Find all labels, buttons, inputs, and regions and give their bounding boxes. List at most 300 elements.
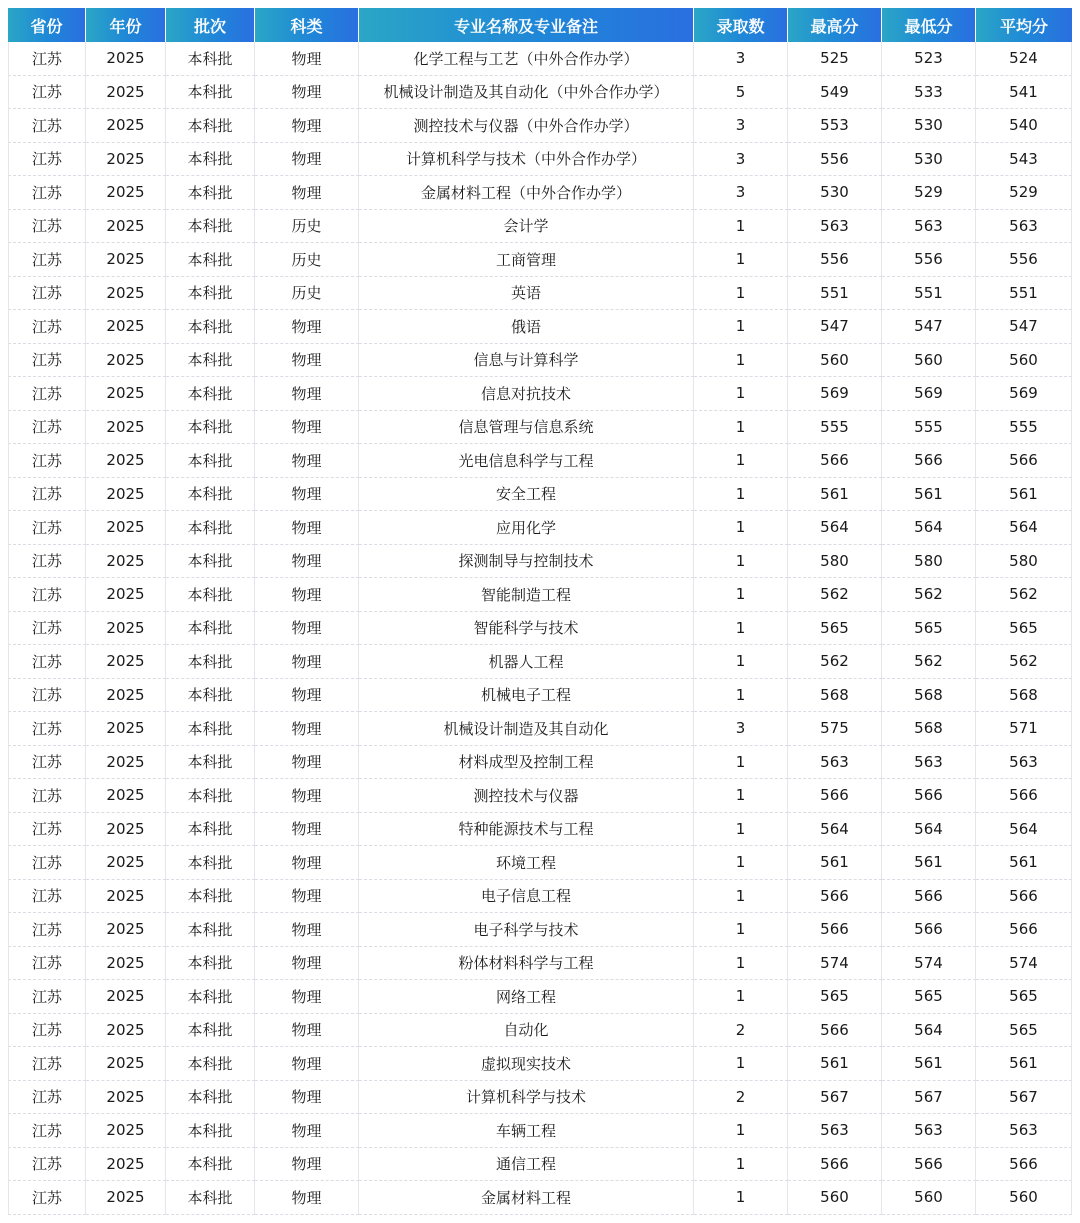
cell-year: 2025 [86, 277, 166, 311]
cell-avg-score: 564 [976, 813, 1072, 847]
cell-avg-score: 566 [976, 444, 1072, 478]
cell-min-score: 567 [882, 1081, 976, 1115]
table-row [8, 210, 1072, 244]
cell-major: 材料成型及控制工程 [359, 746, 694, 780]
cell-year: 2025 [86, 143, 166, 177]
table-row [8, 913, 1072, 947]
cell-max-score: 562 [788, 578, 882, 612]
table-row [8, 679, 1072, 713]
cell-avg-score: 565 [976, 612, 1072, 646]
cell-batch: 本科批 [166, 310, 255, 344]
cell-min-score: 556 [882, 243, 976, 277]
cell-max-score: 580 [788, 545, 882, 579]
cell-province: 江苏 [8, 980, 86, 1014]
table-row [8, 344, 1072, 378]
cell-avg-score: 562 [976, 578, 1072, 612]
cell-avg-score: 524 [976, 42, 1072, 76]
cell-max-score: 566 [788, 913, 882, 947]
table-row [8, 109, 1072, 143]
cell-admitted: 1 [694, 1148, 788, 1182]
cell-min-score: 563 [882, 210, 976, 244]
cell-min-score: 564 [882, 1014, 976, 1048]
cell-min-score: 547 [882, 310, 976, 344]
cell-admitted: 1 [694, 1114, 788, 1148]
cell-avg-score: 580 [976, 545, 1072, 579]
table-row [8, 880, 1072, 914]
cell-province: 江苏 [8, 143, 86, 177]
cell-major: 环境工程 [359, 846, 694, 880]
cell-year: 2025 [86, 846, 166, 880]
cell-subject: 物理 [255, 779, 359, 813]
cell-admitted: 1 [694, 980, 788, 1014]
cell-province: 江苏 [8, 176, 86, 210]
cell-province: 江苏 [8, 42, 86, 76]
cell-min-score: 563 [882, 1114, 976, 1148]
cell-major: 探测制导与控制技术 [359, 545, 694, 579]
cell-province: 江苏 [8, 411, 86, 445]
cell-avg-score: 564 [976, 511, 1072, 545]
header-subject: 科类 [255, 8, 359, 42]
table-row [8, 1148, 1072, 1182]
cell-subject: 物理 [255, 545, 359, 579]
cell-province: 江苏 [8, 243, 86, 277]
cell-admitted: 3 [694, 712, 788, 746]
cell-min-score: 564 [882, 813, 976, 847]
table-header-row [8, 8, 1072, 42]
cell-year: 2025 [86, 76, 166, 110]
cell-subject: 历史 [255, 210, 359, 244]
cell-subject: 物理 [255, 1181, 359, 1215]
cell-max-score: 569 [788, 377, 882, 411]
cell-subject: 物理 [255, 444, 359, 478]
cell-year: 2025 [86, 1114, 166, 1148]
cell-batch: 本科批 [166, 947, 255, 981]
cell-province: 江苏 [8, 612, 86, 646]
cell-max-score: 563 [788, 1114, 882, 1148]
cell-year: 2025 [86, 1148, 166, 1182]
cell-admitted: 1 [694, 277, 788, 311]
cell-avg-score: 551 [976, 277, 1072, 311]
cell-min-score: 533 [882, 76, 976, 110]
cell-batch: 本科批 [166, 109, 255, 143]
cell-batch: 本科批 [166, 143, 255, 177]
cell-avg-score: 562 [976, 645, 1072, 679]
cell-year: 2025 [86, 712, 166, 746]
cell-batch: 本科批 [166, 612, 255, 646]
cell-province: 江苏 [8, 277, 86, 311]
cell-province: 江苏 [8, 813, 86, 847]
cell-subject: 物理 [255, 880, 359, 914]
table-row [8, 578, 1072, 612]
cell-batch: 本科批 [166, 880, 255, 914]
cell-subject: 物理 [255, 679, 359, 713]
cell-batch: 本科批 [166, 243, 255, 277]
cell-subject: 物理 [255, 947, 359, 981]
cell-min-score: 568 [882, 679, 976, 713]
cell-subject: 物理 [255, 511, 359, 545]
cell-max-score: 553 [788, 109, 882, 143]
cell-major: 智能制造工程 [359, 578, 694, 612]
cell-batch: 本科批 [166, 980, 255, 1014]
cell-max-score: 561 [788, 1047, 882, 1081]
cell-major: 车辆工程 [359, 1114, 694, 1148]
cell-batch: 本科批 [166, 277, 255, 311]
cell-admitted: 1 [694, 679, 788, 713]
cell-min-score: 551 [882, 277, 976, 311]
cell-year: 2025 [86, 578, 166, 612]
cell-admitted: 1 [694, 243, 788, 277]
cell-max-score: 562 [788, 645, 882, 679]
cell-max-score: 564 [788, 813, 882, 847]
cell-avg-score: 569 [976, 377, 1072, 411]
cell-province: 江苏 [8, 712, 86, 746]
table-row [8, 478, 1072, 512]
table-row [8, 411, 1072, 445]
table-row [8, 243, 1072, 277]
cell-max-score: 568 [788, 679, 882, 713]
cell-batch: 本科批 [166, 1181, 255, 1215]
cell-year: 2025 [86, 1014, 166, 1048]
cell-major: 测控技术与仪器（中外合作办学） [359, 109, 694, 143]
cell-avg-score: 561 [976, 1047, 1072, 1081]
cell-batch: 本科批 [166, 1114, 255, 1148]
cell-batch: 本科批 [166, 645, 255, 679]
cell-year: 2025 [86, 880, 166, 914]
table-row [8, 176, 1072, 210]
header-max-score: 最高分 [788, 8, 882, 42]
cell-min-score: 530 [882, 143, 976, 177]
cell-admitted: 1 [694, 645, 788, 679]
cell-admitted: 1 [694, 779, 788, 813]
cell-major: 机器人工程 [359, 645, 694, 679]
cell-province: 江苏 [8, 913, 86, 947]
cell-admitted: 3 [694, 176, 788, 210]
cell-subject: 物理 [255, 411, 359, 445]
cell-year: 2025 [86, 913, 166, 947]
cell-subject: 物理 [255, 712, 359, 746]
cell-major: 工商管理 [359, 243, 694, 277]
table-row [8, 76, 1072, 110]
cell-admitted: 2 [694, 1014, 788, 1048]
cell-province: 江苏 [8, 880, 86, 914]
cell-avg-score: 567 [976, 1081, 1072, 1115]
cell-province: 江苏 [8, 1114, 86, 1148]
cell-province: 江苏 [8, 645, 86, 679]
cell-min-score: 560 [882, 1181, 976, 1215]
cell-avg-score: 566 [976, 913, 1072, 947]
cell-subject: 物理 [255, 76, 359, 110]
cell-max-score: 556 [788, 143, 882, 177]
cell-year: 2025 [86, 411, 166, 445]
cell-max-score: 564 [788, 511, 882, 545]
cell-min-score: 566 [882, 913, 976, 947]
cell-province: 江苏 [8, 377, 86, 411]
table-row [8, 645, 1072, 679]
cell-avg-score: 561 [976, 478, 1072, 512]
cell-admitted: 1 [694, 478, 788, 512]
cell-subject: 物理 [255, 813, 359, 847]
cell-year: 2025 [86, 679, 166, 713]
cell-major: 光电信息科学与工程 [359, 444, 694, 478]
cell-major: 信息对抗技术 [359, 377, 694, 411]
cell-province: 江苏 [8, 1047, 86, 1081]
cell-year: 2025 [86, 444, 166, 478]
cell-avg-score: 563 [976, 1114, 1072, 1148]
cell-subject: 物理 [255, 109, 359, 143]
cell-admitted: 2 [694, 1081, 788, 1115]
cell-batch: 本科批 [166, 679, 255, 713]
cell-subject: 物理 [255, 612, 359, 646]
cell-batch: 本科批 [166, 846, 255, 880]
cell-min-score: 569 [882, 377, 976, 411]
cell-subject: 物理 [255, 1014, 359, 1048]
cell-year: 2025 [86, 344, 166, 378]
cell-avg-score: 566 [976, 1148, 1072, 1182]
cell-max-score: 556 [788, 243, 882, 277]
cell-avg-score: 563 [976, 210, 1072, 244]
cell-province: 江苏 [8, 210, 86, 244]
cell-min-score: 555 [882, 411, 976, 445]
cell-admitted: 1 [694, 746, 788, 780]
cell-batch: 本科批 [166, 1081, 255, 1115]
cell-admitted: 1 [694, 578, 788, 612]
cell-admitted: 1 [694, 545, 788, 579]
cell-admitted: 1 [694, 846, 788, 880]
cell-province: 江苏 [8, 545, 86, 579]
header-avg-score: 平均分 [976, 8, 1072, 42]
cell-subject: 物理 [255, 578, 359, 612]
cell-province: 江苏 [8, 1148, 86, 1182]
cell-year: 2025 [86, 210, 166, 244]
cell-admitted: 1 [694, 1181, 788, 1215]
cell-subject: 物理 [255, 310, 359, 344]
cell-admitted: 5 [694, 76, 788, 110]
cell-avg-score: 561 [976, 846, 1072, 880]
cell-province: 江苏 [8, 511, 86, 545]
table-row [8, 444, 1072, 478]
header-year: 年份 [86, 8, 166, 42]
cell-province: 江苏 [8, 1014, 86, 1048]
cell-province: 江苏 [8, 1181, 86, 1215]
cell-subject: 物理 [255, 980, 359, 1014]
cell-max-score: 560 [788, 1181, 882, 1215]
cell-major: 智能科学与技术 [359, 612, 694, 646]
cell-avg-score: 540 [976, 109, 1072, 143]
cell-subject: 物理 [255, 1114, 359, 1148]
table-row [8, 42, 1072, 76]
cell-batch: 本科批 [166, 813, 255, 847]
table-row [8, 980, 1072, 1014]
cell-avg-score: 529 [976, 176, 1072, 210]
cell-avg-score: 566 [976, 779, 1072, 813]
cell-year: 2025 [86, 746, 166, 780]
cell-batch: 本科批 [166, 377, 255, 411]
table-row [8, 1181, 1072, 1215]
cell-max-score: 566 [788, 1014, 882, 1048]
cell-year: 2025 [86, 545, 166, 579]
cell-major: 机械电子工程 [359, 679, 694, 713]
cell-max-score: 574 [788, 947, 882, 981]
table-row [8, 277, 1072, 311]
cell-max-score: 530 [788, 176, 882, 210]
cell-year: 2025 [86, 779, 166, 813]
cell-year: 2025 [86, 813, 166, 847]
cell-province: 江苏 [8, 310, 86, 344]
table-row [8, 779, 1072, 813]
cell-avg-score: 571 [976, 712, 1072, 746]
cell-province: 江苏 [8, 444, 86, 478]
cell-avg-score: 560 [976, 1181, 1072, 1215]
cell-min-score: 565 [882, 612, 976, 646]
table-row [8, 545, 1072, 579]
cell-avg-score: 560 [976, 344, 1072, 378]
header-min-score: 最低分 [882, 8, 976, 42]
cell-major: 化学工程与工艺（中外合作办学） [359, 42, 694, 76]
cell-max-score: 561 [788, 846, 882, 880]
cell-max-score: 567 [788, 1081, 882, 1115]
table-row [8, 377, 1072, 411]
cell-major: 金属材料工程 [359, 1181, 694, 1215]
cell-province: 江苏 [8, 1081, 86, 1115]
cell-major: 金属材料工程（中外合作办学） [359, 176, 694, 210]
cell-major: 特种能源技术与工程 [359, 813, 694, 847]
cell-subject: 物理 [255, 143, 359, 177]
cell-admitted: 3 [694, 42, 788, 76]
cell-min-score: 565 [882, 980, 976, 1014]
cell-year: 2025 [86, 980, 166, 1014]
cell-admitted: 1 [694, 612, 788, 646]
header-major: 专业名称及专业备注 [359, 8, 694, 42]
cell-avg-score: 565 [976, 1014, 1072, 1048]
cell-batch: 本科批 [166, 712, 255, 746]
cell-max-score: 563 [788, 746, 882, 780]
header-batch: 批次 [166, 8, 255, 42]
cell-batch: 本科批 [166, 913, 255, 947]
cell-admitted: 1 [694, 947, 788, 981]
cell-min-score: 561 [882, 1047, 976, 1081]
table-row [8, 846, 1072, 880]
cell-major: 网络工程 [359, 980, 694, 1014]
cell-subject: 物理 [255, 746, 359, 780]
cell-min-score: 562 [882, 578, 976, 612]
cell-major: 计算机科学与技术 [359, 1081, 694, 1115]
cell-subject: 物理 [255, 478, 359, 512]
cell-max-score: 566 [788, 880, 882, 914]
admission-scores-table [8, 8, 1072, 1215]
cell-year: 2025 [86, 1081, 166, 1115]
cell-min-score: 566 [882, 880, 976, 914]
cell-max-score: 565 [788, 980, 882, 1014]
table-row [8, 310, 1072, 344]
cell-major: 会计学 [359, 210, 694, 244]
header-province: 省份 [8, 8, 86, 42]
cell-max-score: 566 [788, 444, 882, 478]
cell-province: 江苏 [8, 679, 86, 713]
cell-major: 电子科学与技术 [359, 913, 694, 947]
cell-year: 2025 [86, 1047, 166, 1081]
cell-major: 信息与计算科学 [359, 344, 694, 378]
cell-min-score: 562 [882, 645, 976, 679]
header-admitted: 录取数 [694, 8, 788, 42]
cell-major: 自动化 [359, 1014, 694, 1048]
cell-batch: 本科批 [166, 511, 255, 545]
table-row [8, 813, 1072, 847]
cell-max-score: 565 [788, 612, 882, 646]
cell-max-score: 566 [788, 779, 882, 813]
cell-avg-score: 547 [976, 310, 1072, 344]
cell-avg-score: 563 [976, 746, 1072, 780]
cell-batch: 本科批 [166, 746, 255, 780]
cell-avg-score: 566 [976, 880, 1072, 914]
cell-major: 虚拟现实技术 [359, 1047, 694, 1081]
cell-admitted: 1 [694, 411, 788, 445]
cell-year: 2025 [86, 176, 166, 210]
cell-major: 机械设计制造及其自动化 [359, 712, 694, 746]
cell-admitted: 1 [694, 344, 788, 378]
cell-batch: 本科批 [166, 578, 255, 612]
cell-subject: 物理 [255, 645, 359, 679]
cell-max-score: 549 [788, 76, 882, 110]
cell-year: 2025 [86, 478, 166, 512]
cell-subject: 物理 [255, 913, 359, 947]
cell-major: 计算机科学与技术（中外合作办学） [359, 143, 694, 177]
cell-min-score: 580 [882, 545, 976, 579]
cell-min-score: 566 [882, 444, 976, 478]
cell-year: 2025 [86, 947, 166, 981]
cell-max-score: 555 [788, 411, 882, 445]
cell-max-score: 551 [788, 277, 882, 311]
cell-year: 2025 [86, 377, 166, 411]
cell-subject: 历史 [255, 243, 359, 277]
cell-subject: 物理 [255, 1047, 359, 1081]
cell-batch: 本科批 [166, 1047, 255, 1081]
cell-min-score: 568 [882, 712, 976, 746]
cell-major: 粉体材料科学与工程 [359, 947, 694, 981]
cell-avg-score: 543 [976, 143, 1072, 177]
table-row [8, 612, 1072, 646]
table-row [8, 1047, 1072, 1081]
cell-year: 2025 [86, 109, 166, 143]
cell-max-score: 547 [788, 310, 882, 344]
cell-admitted: 1 [694, 210, 788, 244]
table-row [8, 143, 1072, 177]
cell-min-score: 564 [882, 511, 976, 545]
cell-year: 2025 [86, 1181, 166, 1215]
cell-province: 江苏 [8, 746, 86, 780]
cell-avg-score: 541 [976, 76, 1072, 110]
cell-min-score: 561 [882, 478, 976, 512]
cell-major: 测控技术与仪器 [359, 779, 694, 813]
cell-min-score: 523 [882, 42, 976, 76]
cell-admitted: 3 [694, 143, 788, 177]
cell-subject: 物理 [255, 846, 359, 880]
table-row [8, 947, 1072, 981]
cell-batch: 本科批 [166, 42, 255, 76]
cell-min-score: 566 [882, 779, 976, 813]
cell-province: 江苏 [8, 109, 86, 143]
cell-major: 电子信息工程 [359, 880, 694, 914]
cell-admitted: 1 [694, 377, 788, 411]
cell-major: 通信工程 [359, 1148, 694, 1182]
cell-year: 2025 [86, 645, 166, 679]
cell-min-score: 563 [882, 746, 976, 780]
cell-batch: 本科批 [166, 176, 255, 210]
cell-subject: 物理 [255, 377, 359, 411]
cell-province: 江苏 [8, 846, 86, 880]
cell-admitted: 1 [694, 1047, 788, 1081]
cell-batch: 本科批 [166, 545, 255, 579]
cell-admitted: 1 [694, 913, 788, 947]
